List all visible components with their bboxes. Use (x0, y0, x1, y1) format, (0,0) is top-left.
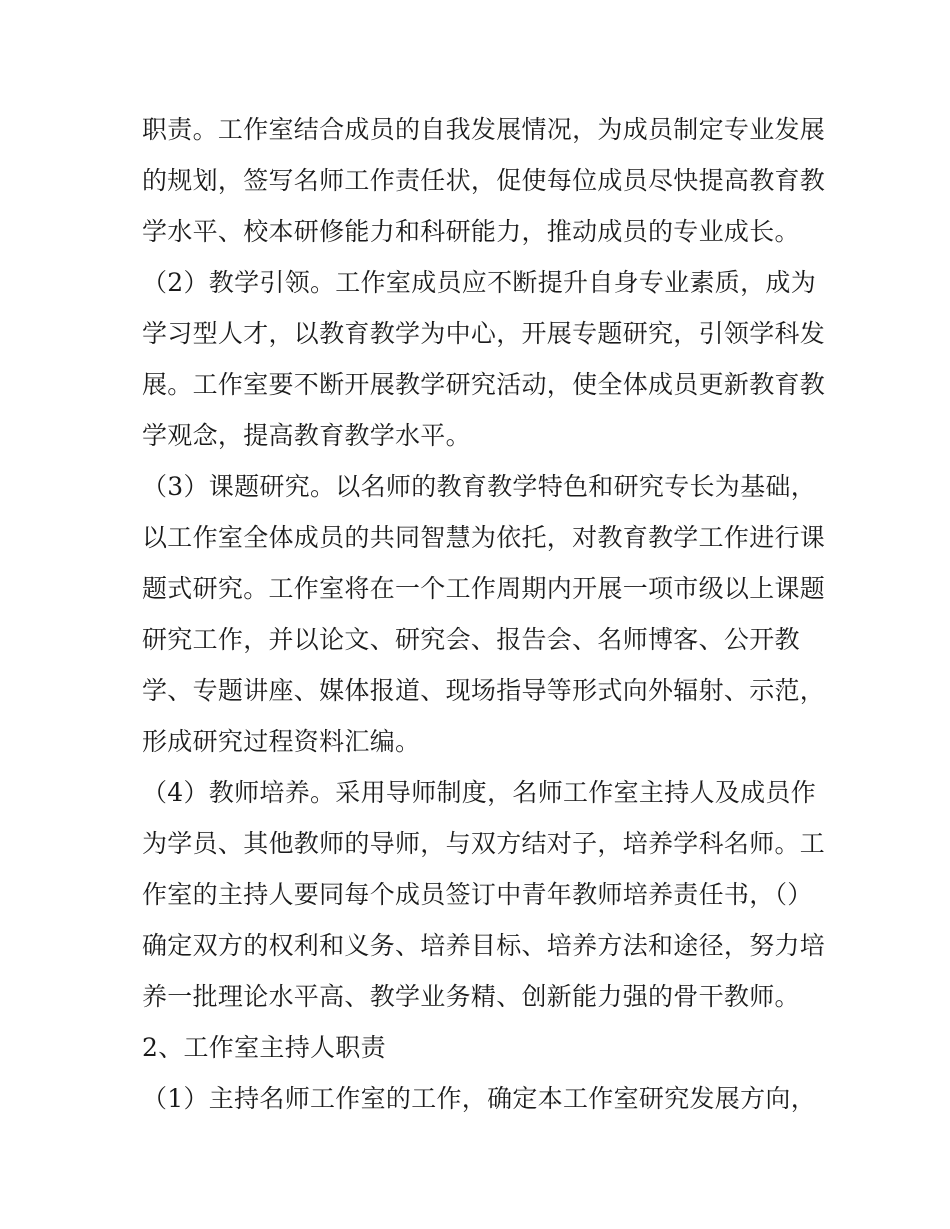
text-line: 以工作室全体成员的共同智慧为依托，对教育教学工作进行课 (142, 523, 826, 552)
text-line: 学习型人才，以教育教学为中心，开展专题研究，引领学科发 (142, 319, 826, 348)
text-line: 作室的主持人要同每个成员签订中青年教师培养责任书，（） (142, 880, 813, 909)
text-line: 职责。工作室结合成员的自我发展情况，为成员制定专业发展 (142, 115, 826, 144)
text-line: 的规划，签写名师工作责任状，促使每位成员尽快提高教育教 (142, 166, 826, 195)
text-line: 学、专题讲座、媒体报道、现场指导等形式向外辐射、示范， (142, 676, 826, 705)
text-line: 研究工作，并以论文、研究会、报告会、名师博客、公开教 (142, 625, 800, 654)
text-line: 确定双方的权利和义务、培养目标、培养方法和途径，努力培 (142, 931, 826, 960)
text-line: 题式研究。工作室将在一个工作周期内开展一项市级以上课题 (142, 574, 826, 603)
text-line: （3）课题研究。以名师的教育教学特色和研究专长为基础， (142, 472, 817, 501)
text-line: （4）教师培养。采用导师制度，名师工作室主持人及成员作 (142, 778, 817, 807)
text-line: 学观念，提高教育教学水平。 (142, 421, 471, 450)
section-heading: 2、工作室主持人职责 (142, 1033, 386, 1062)
text-line: 展。工作室要不断开展教学研究活动，使全体成员更新教育教 (142, 370, 826, 399)
text-line: （1）主持名师工作室的工作，确定本工作室研究发展方向， (142, 1084, 817, 1113)
text-line: 学水平、校本研修能力和科研能力，推动成员的专业成长。 (142, 217, 800, 246)
text-line: 为学员、其他教师的导师，与双方结对子，培养学科名师。工 (142, 829, 826, 858)
text-line: （2）教学引领。工作室成员应不断提升自身专业素质，成为 (142, 268, 817, 297)
text-line: 形成研究过程资料汇编。 (142, 727, 421, 756)
text-line: 养一批理论水平高、教学业务精、创新能力强的骨干教师。 (142, 982, 800, 1011)
